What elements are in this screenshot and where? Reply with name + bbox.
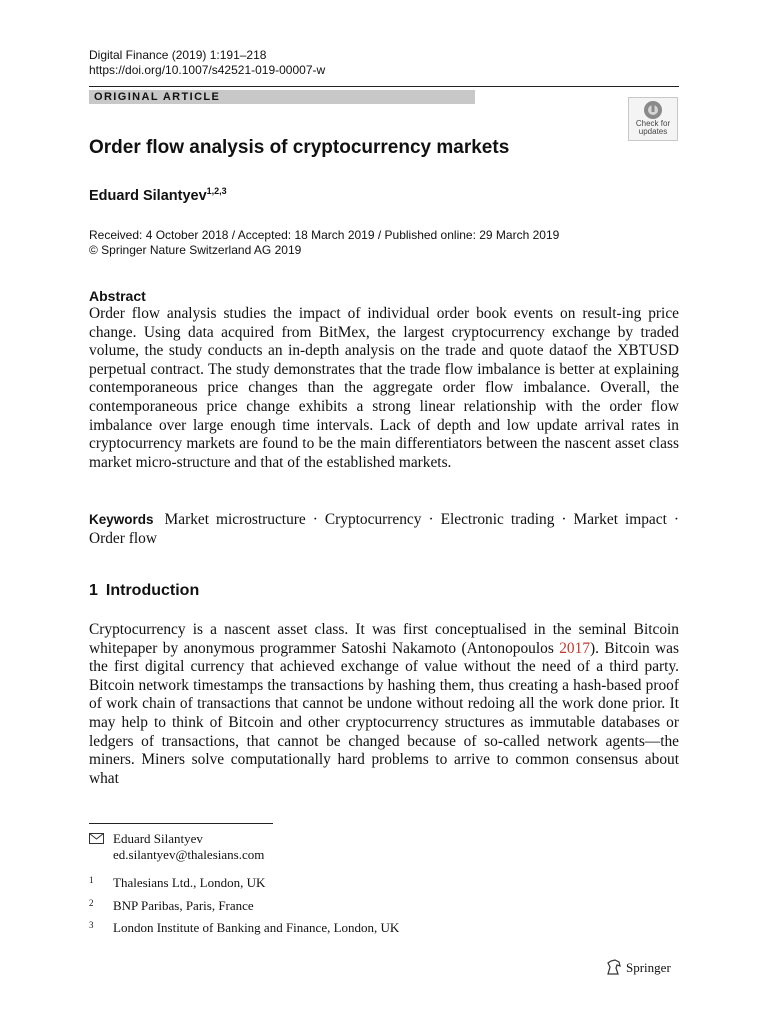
affiliation-number: 2 <box>89 898 94 908</box>
header-rule <box>89 86 679 87</box>
doi-link[interactable]: https://doi.org/10.1007/s42521-019-00007-w <box>89 63 326 77</box>
keywords <box>89 511 679 548</box>
affiliation-number: 3 <box>89 920 94 930</box>
publication-history: Received: 4 October 2018 / Accepted: 18 March 2019 / Published online: 29 March 2019 <box>89 228 560 242</box>
section-heading-introduction <box>89 582 199 600</box>
keywords-list: Market microstructure · Cryptocurrency · Electronic trading · Market impact · Order flow <box>89 511 679 547</box>
affiliation-2 <box>89 898 489 914</box>
affiliation-3 <box>89 920 489 936</box>
publisher-logo <box>605 959 685 977</box>
introduction-body <box>89 621 679 788</box>
check-for-updates-badge[interactable] <box>628 97 678 141</box>
author-line <box>89 186 227 204</box>
author-name: Eduard Silantyev <box>89 188 207 204</box>
abstract-body: Order flow analysis studies the impact of individual order book events on result-ing price change. Using data acquired from BitMex, the largest cryptocurrency exchange by traded volume, the study conducts an in-depth analysis on the trade and quote dataof the XBTUSD perpetual contract. The study demonstrates that the trade flow imbalance is better at explaining contemporaneous price changes than the aggregate order flow imbalance. Overall, the contemporaneous price change exhibits a strong linear relationship with the order flow imbalance over large enough time intervals. Lack of depth and low update arrival rates in cryptocurrency markets are found to be the main differentiators between the nascent asset class market micro-structure and that of the established markets. <box>89 305 679 471</box>
journal-header <box>89 48 325 78</box>
corresponding-author <box>89 831 389 865</box>
affiliation-1 <box>89 875 489 891</box>
publication-dates <box>89 228 559 258</box>
publisher-name: Springer <box>626 960 671 975</box>
author-affiliation-marks: 1,2,3 <box>206 186 227 196</box>
affiliation-number: 1 <box>89 875 94 885</box>
springer-horse-icon <box>605 959 622 975</box>
keywords-label: Keywords <box>89 512 154 527</box>
check-for-updates-icon <box>643 100 663 120</box>
affiliation-text: BNP Paribas, Paris, France <box>113 898 254 913</box>
section-title: Introduction <box>105 582 200 599</box>
affiliation-text: London Institute of Banking and Finance, London, UK <box>113 920 400 935</box>
introduction-text-part2: ). Bitcoin was the first digital currency that achieved exchange of value without the need of a third party. Bitcoin network timestamps the transactions by hashing them, thus creating a hash-based proof of work chain of transactions that cannot be undone without redoing all the work done prior. It may help to think of Bitcoin and other cryptocurrency structures as immutable databases or ledgers of transactions, that cannot be changed because of so-called network agents—the miners. Miners solve computationally hard problems to arrive to common consensus about what <box>89 639 679 787</box>
updates-badge-line2: updates <box>638 127 668 136</box>
contact-name: Eduard Silantyev <box>113 831 203 846</box>
footnote-rule <box>89 823 273 824</box>
affiliation-text: Thalesians Ltd., London, UK <box>113 875 266 890</box>
copyright-notice: © Springer Nature Switzerland AG 2019 <box>89 243 302 257</box>
contact-email[interactable]: ed.silantyev@thalesians.com <box>113 847 265 862</box>
citation-link[interactable]: 2017 <box>559 639 591 657</box>
abstract-heading: Abstract <box>89 288 146 304</box>
updates-badge-line1: Check for <box>635 119 671 128</box>
paper-title: Order flow analysis of cryptocurrency markets <box>89 137 510 158</box>
envelope-icon <box>89 833 104 844</box>
journal-citation: Digital Finance (2019) 1:191–218 <box>89 48 267 62</box>
article-type-banner: ORIGINAL ARTICLE <box>89 90 475 104</box>
introduction-text-part1: Cryptocurrency is a nascent asset class. It was first conceptualised in the seminal Bitcoin whitepaper by anonymous programmer Satoshi Nakamoto (Antonopoulos <box>89 621 679 657</box>
section-number: 1 <box>89 582 98 599</box>
